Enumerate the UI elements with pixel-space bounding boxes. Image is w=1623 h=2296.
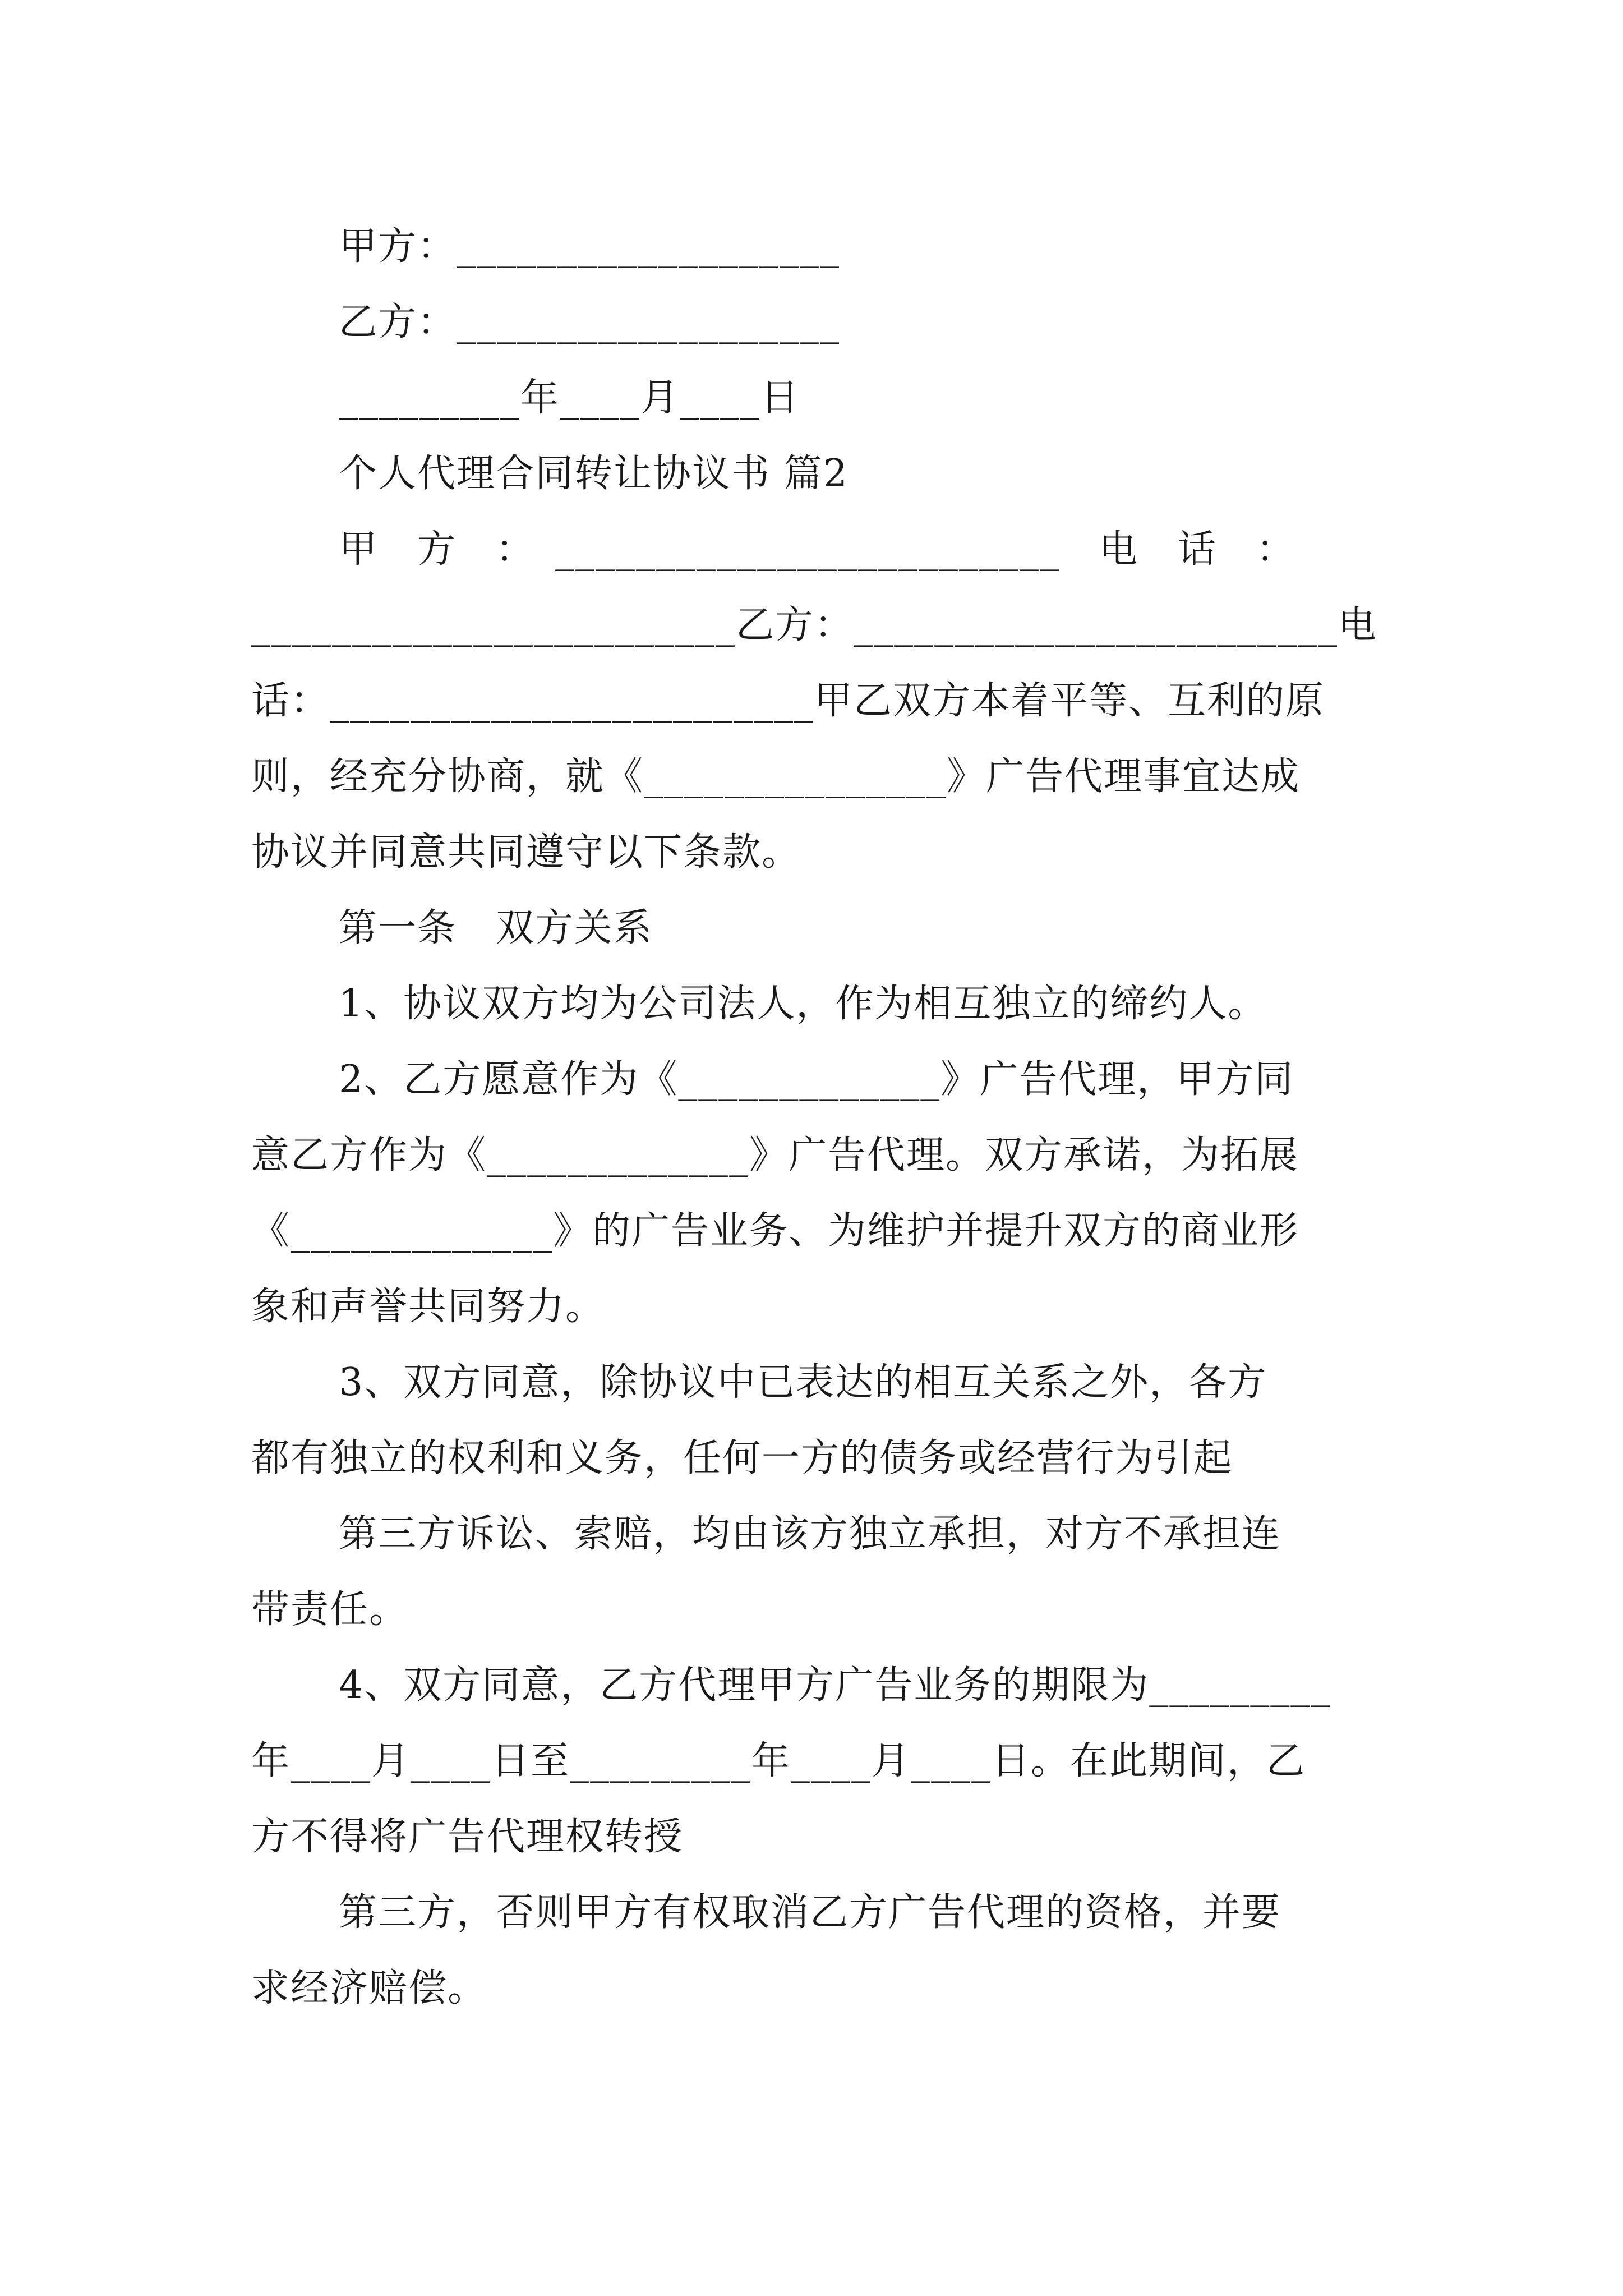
clause-2-line: 2、乙方愿意作为《_____________》广告代理，甲方同 <box>339 1057 1294 1102</box>
paragraph-line: 则，经充分协商，就《_______________》广告代理事宜达成 <box>251 754 1301 799</box>
clause-4-line: 方不得将广告代理权转授 <box>251 1815 684 1859</box>
clause-3-line: 第三方诉讼、索赔，均由该方独立承担，对方不承担连 <box>339 1512 1281 1556</box>
clause-2-line: 象和声誉共同努力。 <box>251 1285 605 1329</box>
clause-3-line: 3、双方同意，除协议中已表达的相互关系之外，各方 <box>339 1360 1267 1405</box>
paragraph-line: 话：________________________甲乙双方本着平等、互利的原 <box>251 679 1325 723</box>
clause-4-line: 4、双方同意，乙方代理甲方广告业务的期限为_________ <box>339 1663 1331 1708</box>
clause-4-line: 第三方，否则甲方有权取消乙方广告代理的资格，并要 <box>339 1890 1281 1935</box>
clause-2-line: 意乙方作为《_____________》广告代理。双方承诺，为拓展 <box>251 1133 1299 1177</box>
clause-4-line: 求经济赔偿。 <box>251 1966 487 2010</box>
clause-4-line: 年____月____日至_________年____月____日。在此期间，乙 <box>251 1739 1306 1783</box>
article-heading: 第一条 双方关系 <box>339 906 653 950</box>
party-a-phone-line: 甲 方 ： _________________________ 电 话 ： <box>339 527 1296 572</box>
party-b-line: 乙方：___________________ <box>339 300 841 344</box>
clause-1: 1、协议双方均为公司法人，作为相互独立的缔约人。 <box>339 982 1267 1026</box>
date-line: _________年____月____日 <box>339 376 800 420</box>
clause-3-line: 带责任。 <box>251 1588 409 1632</box>
clause-3-line: 都有独立的权利和义务，任何一方的债务或经营行为引起 <box>251 1436 1233 1480</box>
paragraph-line: ________________________乙方：________________________电 <box>251 603 1378 647</box>
paragraph-line: 协议并同意共同遵守以下条款。 <box>251 830 801 875</box>
party-a-line: 甲方：___________________ <box>339 224 841 269</box>
section-title: 个人代理合同转让协议书 篇2 <box>339 452 849 496</box>
clause-2-line: 《_____________》的广告业务、为维护并提升双方的商业形 <box>251 1209 1299 1253</box>
